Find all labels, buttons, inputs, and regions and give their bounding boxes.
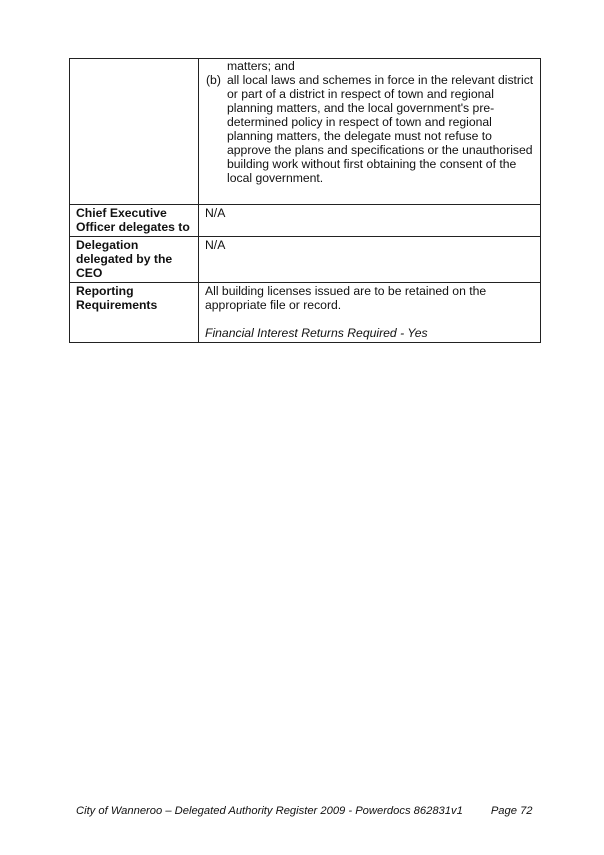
- row-value-ceo-delegates: N/A: [199, 205, 541, 237]
- row-label-reporting: Reporting Requirements: [70, 283, 199, 343]
- page-footer: [76, 805, 533, 817]
- delegation-table: [69, 58, 541, 343]
- continuation-text: matters; and: [227, 59, 295, 73]
- list-marker: (b): [206, 73, 221, 87]
- row-value-delegation-by-ceo: N/A: [199, 237, 541, 283]
- row-value-reporting: [199, 283, 541, 343]
- conditions-cell: [199, 59, 541, 205]
- table-row: [70, 237, 541, 283]
- row-label-empty: [70, 59, 199, 205]
- financial-interest-note: Financial Interest Returns Required - Yes: [205, 326, 428, 340]
- footer-text: City of Wanneroo – Delegated Authority Register 2009 - Powerdocs 862831v1: [76, 805, 463, 817]
- page-number: Page 72: [490, 805, 533, 817]
- table-row: [70, 205, 541, 237]
- list-item-b: [205, 73, 535, 185]
- reporting-text: All building licenses issued are to be retained on the appropriate file or record.: [205, 284, 487, 312]
- table-row: [70, 59, 541, 205]
- row-label-ceo-delegates: Chief Executive Officer delegates to: [70, 205, 199, 237]
- list-item-text: all local laws and schemes in force in the relevant district or part of a district in respect of town and regional planning matters, and the local government's pre-determined policy in respect of town and regional planning matters, the delegate must not refuse to approve the plans and specifications or the unauthorised building work without first obtaining the consent of the local government.: [227, 73, 534, 185]
- table-row: [70, 283, 541, 343]
- row-label-delegation-by-ceo: Delegation delegated by the CEO: [70, 237, 199, 283]
